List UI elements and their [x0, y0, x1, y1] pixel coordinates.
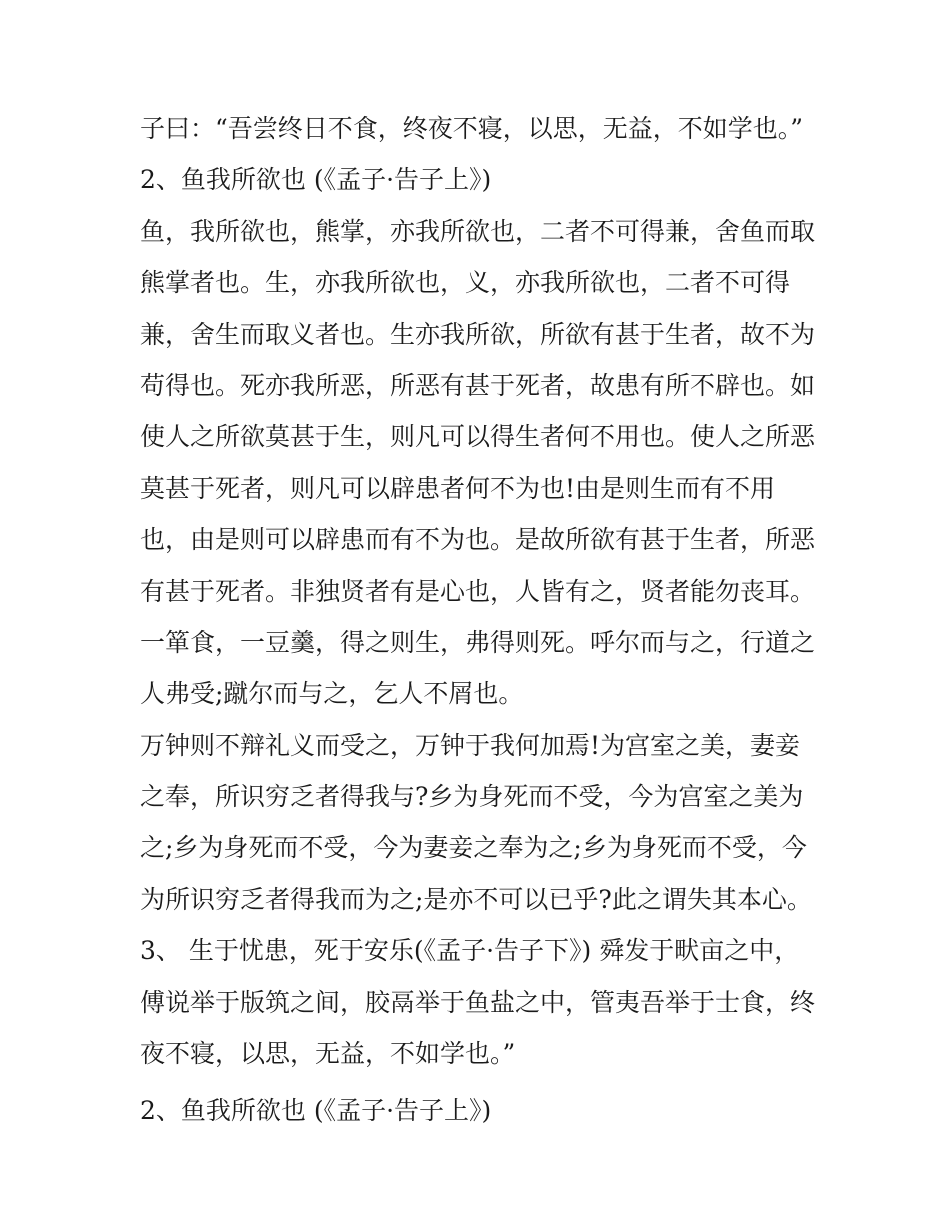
text-line: 傅说举于版筑之间，胶鬲举于鱼盐之中，管夷吾举于士食，终: [140, 987, 816, 1017]
section-heading: 2、鱼我所欲也 (《孟子·告子上》): [140, 1096, 492, 1126]
text-line: 为所识穷乏者得我而为之;是亦不可以已乎?此之谓失其本心。: [140, 884, 812, 914]
section-heading: 3、 生于忧患，死于安乐(《孟子·告子下》) 舜发于畎亩之中，: [140, 936, 800, 966]
text-line: 之奉，所识穷乏者得我与?乡为身死而不受，今为宫室之美为: [140, 782, 804, 812]
text-line: 兼，舍生而取义者也。生亦我所欲，所欲有甚于生者，故不为: [140, 319, 816, 349]
text-line: 有甚于死者。非独贤者有是心也，人皆有之，贤者能勿丧耳。: [140, 576, 816, 606]
text-line: 也，由是则可以辟患而有不为也。是故所欲有甚于生者，所恶: [140, 525, 816, 555]
text-line: 之;乡为身死而不受，今为妻妾之奉为之;乡为身死而不受，今: [140, 833, 807, 863]
text-line: 熊掌者也。生，亦我所欲也，义，亦我所欲也，二者不可得: [140, 268, 791, 298]
text-line: 人弗受;蹴尔而与之，乞人不屑也。: [140, 679, 524, 709]
section-heading: 2、鱼我所欲也 (《孟子·告子上》): [140, 165, 492, 195]
text-line: 一箪食，一豆羹，得之则生，弗得则死。呼尔而与之，行道之: [140, 627, 816, 657]
text-line: 万钟则不辩礼义而受之，万钟于我何加焉!为宫室之美，妻妾: [140, 730, 801, 760]
text-line: 莫甚于死者，则凡可以辟患者何不为也!由是则生而有不用: [140, 473, 776, 503]
text-line: 子曰：“吾尝终日不食，终夜不寝，以思，无益，不如学也。”: [140, 114, 804, 143]
text-line: 苟得也。死亦我所恶，所恶有甚于死者，故患有所不辟也。如: [140, 370, 816, 400]
document-text: [140, 103, 820, 1137]
text-line: 夜不寝，以思，无益，不如学也。”: [140, 1039, 516, 1069]
text-line: 鱼，我所欲也，熊掌，亦我所欲也，二者不可得兼，舍鱼而取: [140, 216, 816, 246]
text-line: 使人之所欲莫甚于生，则凡可以得生者何不用也。使人之所恶: [140, 422, 816, 452]
